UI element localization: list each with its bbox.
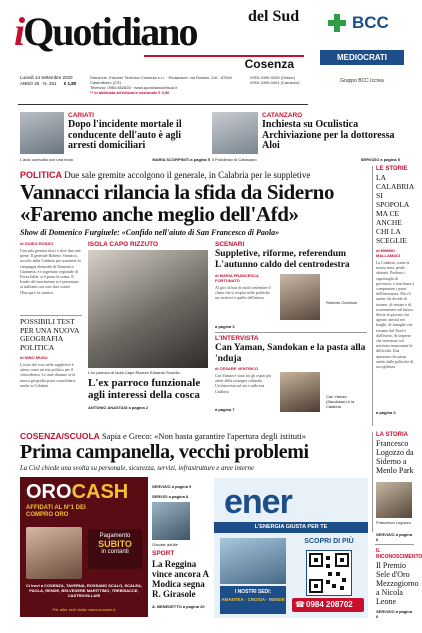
orocash-person-photo	[26, 527, 82, 579]
sport-headline[interactable]: La Reggina vince ancora A Modica segna R. Girasole	[152, 559, 209, 599]
top-right-story[interactable]	[262, 112, 402, 152]
issn-print: ISSN 2499-0491 (Cartaceo)	[250, 80, 300, 85]
storie-headline: LA CALABRIA SI SPOPOLA MA CE ANCHE CHI LA SCEGLIE	[376, 173, 414, 245]
intervista-kicker: L'INTERVISTA	[215, 335, 259, 342]
sport-photo[interactable]	[152, 502, 190, 540]
lead-subhead: Show di Domenico Furgiuele: «Confido nell'aiuto di San Francesco di Paola»	[20, 228, 280, 237]
lead-headline-1[interactable]: Vannacci rilancia la sfida da Siderno	[20, 180, 335, 204]
school-service: SERVIZIO a pagina 9	[152, 484, 192, 489]
storia2-kicker: LA STORIA	[376, 432, 409, 438]
ener-ad[interactable]	[214, 478, 368, 618]
issue-number: ANNO 26 · N. 251	[20, 81, 57, 86]
isola-caption: L'ex parroco di Isola Capo Rizzuto Edoardo Scordio	[88, 370, 180, 375]
ener-tagline: L'ENERGIA GIUSTA PER TE	[214, 522, 368, 533]
contact-line: Telefono: 0984.852828 · www.quotidianodelsud.it	[90, 85, 178, 90]
sport-kicker: SPORT	[152, 550, 175, 557]
orocash-payment-1: Pagamento	[99, 533, 131, 539]
ener-stores-title: I NOSTRI SEDI:	[234, 589, 272, 595]
bank-ad[interactable]	[316, 8, 408, 104]
intervista-portrait-caption: Can Yaman (Sandokan) e la Calabria	[326, 394, 355, 409]
ener-phone-number: 0984 208702	[306, 600, 353, 609]
bank-subtitle: MEDIOCRATI	[320, 50, 404, 65]
logo-name: Quotidiano	[23, 9, 197, 54]
lead-divider	[20, 315, 82, 316]
top-left-story[interactable]	[68, 112, 206, 152]
top-left-caption: L'auto coinvolta con una moto	[20, 157, 74, 162]
riconoscimento-box[interactable]	[376, 548, 422, 620]
top-left-kicker: CARIATI	[68, 112, 94, 119]
storia2-service: SERVIZIO a pagina 6	[376, 532, 412, 542]
sidebar-body: L'esito del voto nelle suppletive è atteso come un test politico per il centrodestra. Le urne diranno se la nuova geografia potrà consolidarsi anche in Calabria.	[20, 362, 76, 388]
scenari-kicker: SCENARI	[215, 241, 245, 248]
issn-online: ISSN 2499-0035 (Online)	[250, 75, 295, 80]
intervista-body: Can Yaman è stato tra gli ospiti più attesi della rassegna culturale. Un'intervista sul set e sulla sua Calabria.	[215, 373, 272, 394]
edition-bar	[144, 55, 304, 72]
top-left-headline: Dopo l'incidente mortale il conducente dell'auto è agli arresti domiciliari	[68, 119, 182, 151]
ener-cta[interactable]: SCOPRI DI PIÙ	[304, 538, 354, 545]
school-headline[interactable]: Prima campanella, vecchi problemi	[20, 441, 309, 463]
storie-page-ref: a pagina 4	[376, 410, 396, 415]
section-band-title: COSENZA/SCUOLA	[20, 431, 100, 441]
orocash-brand-a: ORO	[26, 481, 72, 503]
publisher-info	[90, 75, 245, 95]
orocash-brand-b: CASH	[71, 481, 129, 503]
lead-topic-line	[20, 170, 365, 180]
section-band-text: Sapia e Greco: «Non basta garantire l'apertura degli istituti»	[101, 431, 306, 441]
lead-byline: di GUIDO ROSSO	[20, 241, 54, 246]
top-left-photo[interactable]	[20, 112, 64, 154]
scenari-page-ref: a pagina 3	[215, 324, 235, 329]
intervista-portrait[interactable]	[280, 372, 320, 412]
lead-body: Una sala gremita fuori e altre due sale piene. Il generale Roberto Vannacci, accolto dalla Calabria per sostenere la campagna elettorale di Domenico Giannetta, ex segretario regionale di Forza Italia, si è preso la scena. Il leader del movimento si è presentato ai militanti con toni duri contro l'Europa e la sinistra.	[20, 248, 81, 295]
scenari-divider	[215, 332, 367, 333]
issue-price: € 1,80	[63, 81, 77, 86]
riconoscimento-service: SERVIZIO a pagina 6	[376, 609, 412, 619]
bank-name: BCC	[352, 13, 389, 32]
ener-house-photo	[220, 538, 286, 584]
scenari-body: Al giro di boa di molti settembre il clima che si respira nelle politiche sui territori è quello dell'attesa.	[215, 285, 271, 301]
orocash-payment-box	[88, 529, 142, 569]
orocash-website: Per altre sedi visita: www.orocash.it	[52, 607, 116, 612]
edition-name: Cosenza	[244, 57, 294, 71]
logo-prefix: i	[14, 9, 24, 54]
top-right-kicker: CATANZARO	[262, 112, 303, 119]
bank-group: Gruppo BCC Iccrea	[340, 78, 384, 84]
sidebar-headline: POSSIBILI TEST PER UNA NUOVA GEOGRAFIA POLITICA	[20, 317, 80, 352]
ener-phone[interactable]	[292, 598, 364, 612]
lead-topic-text: Due sale gremite accolgono il generale, in Calabria per le suppletive	[64, 170, 311, 180]
phone-icon: ☎	[295, 600, 305, 609]
orocash-payment-3: in contanti	[101, 549, 129, 555]
storie-kicker: LE STORIE	[376, 166, 408, 172]
orocash-logo	[26, 481, 128, 503]
ener-stores-list: AMANTEA · CROSIA · RENDE	[221, 597, 285, 602]
orocash-tagline: AFFIDATI AL N°1 DEI COMPRO ORO	[26, 505, 86, 518]
orocash-locations: Ci trovi a COSENZA, TAVERNA, ROSSANO SCALO, SCALEA, PAOLA, RENDE, BELVEDERE MARITTIMO, TREBISACCE, CASTROVILLARI	[25, 583, 143, 598]
storie-box[interactable]	[372, 166, 414, 426]
top-left-byline: MARIA SCORPINITI a pagina 5	[152, 157, 210, 162]
top-right-caption: Il Policlinico di Catanzaro	[212, 157, 257, 162]
issn-info	[250, 75, 310, 85]
isola-photo[interactable]	[88, 250, 208, 368]
issue-info	[20, 75, 76, 87]
storia2-photo[interactable]	[376, 482, 412, 518]
subscribers-line: ** In abbinata all'edizione nazionale € 0,50	[90, 90, 170, 95]
scenari-portrait-caption: Roberto Occhiuto	[326, 300, 358, 305]
scenari-portrait[interactable]	[280, 274, 320, 320]
isola-kicker: ISOLA CAPO RIZZUTO	[88, 241, 159, 248]
ener-qr-icon[interactable]	[306, 550, 352, 596]
masthead-rule	[18, 104, 308, 105]
sidebar-byline: di NINO MUSU	[20, 355, 48, 360]
intervista-page-ref: a pagina 7	[215, 407, 235, 412]
sport-photo-caption: Giocate adulte	[152, 542, 178, 547]
riconoscimento-kicker: IL RICONOSCIMENTO	[376, 548, 422, 560]
lead-headline-2[interactable]: «Faremo anche meglio dell'Afd»	[20, 202, 299, 226]
isola-headline[interactable]: L'ex parroco funzionale agli interessi della cosca	[88, 377, 201, 401]
lead-topic: POLITICA	[20, 170, 62, 180]
intervista-byline: di CESARE VENTRICO	[215, 366, 259, 371]
issue-date: Lunedì 14 settembre 2020	[20, 75, 73, 80]
scenari-byline: di MARIA FRANCESCA FORTUNATO	[215, 273, 259, 283]
intervista-headline[interactable]: Can Yaman, Sandokan e la pasta alla 'nduja	[215, 343, 366, 364]
riconoscimento-headline: Il Premio Sele d'Oro Mezzogiorno a Nicola Leone	[376, 561, 419, 606]
logo-region: del Sud	[248, 8, 300, 25]
scenari-headline[interactable]: Suppletive, riforme, referendum L'autunno caldo del centrodestra	[215, 249, 350, 270]
storie-byline: di MIMMO MALLAMACI	[376, 248, 401, 258]
lead-column	[20, 241, 82, 316]
top-right-headline: Inchiesta su Oculistica Archiviazione per la dottoressa Aloi	[262, 119, 395, 151]
bank-logo-icon	[328, 14, 346, 32]
isola-byline: ANTONIO ANASTASI a pagina 2	[88, 405, 149, 410]
sidebar-topic	[20, 318, 82, 432]
ener-stores-box	[220, 586, 286, 614]
masthead-logo	[14, 9, 197, 54]
storia2-caption: Francesco Logozzo	[376, 520, 411, 525]
top-right-photo[interactable]	[212, 112, 258, 154]
orocash-payment-2: SUBITO	[98, 539, 132, 549]
orocash-ad[interactable]	[20, 477, 148, 617]
school-subhead: La Cisl chiede una svolta su personale, sicurezza, servizi, infrastrutture e aree interne	[20, 465, 254, 472]
sport-service-top: SERVIZI a pagina 8	[152, 494, 189, 499]
right-divider	[375, 544, 414, 545]
storie-body: La Calabria, come la nostra terra, perde abitanti. Perdono i capoluoghi di provincia, e non basta a compensare i paesi dell'entroterra. Ma c'è anche chi decide di tornare, di restare e di scommettere sul futuro. Storie di giovani che aprono attività nei borghi, di famiglie che tornano dal Nord e dall'estero, di imprese che investono sul territorio nonostante le difficoltà. Una speranza che passa anche dalle politiche di accoglienza.	[376, 260, 414, 370]
ener-logo: ener	[224, 483, 292, 521]
publisher-line: Direzione, Edizioni Tirrenica Cosenza s.r.l. · Redazione: via Rossini, 2/A · 87040 Castrolibero (CS)	[90, 75, 232, 85]
top-right-byline: SERVIZIO a pagina 5	[360, 157, 400, 162]
storia2-headline: Francesco Logozzo da Siderno a Menlo Park	[376, 439, 414, 475]
sport-byline: A. BENEDETTO a pagina 20	[152, 604, 205, 609]
section-band	[20, 431, 368, 441]
